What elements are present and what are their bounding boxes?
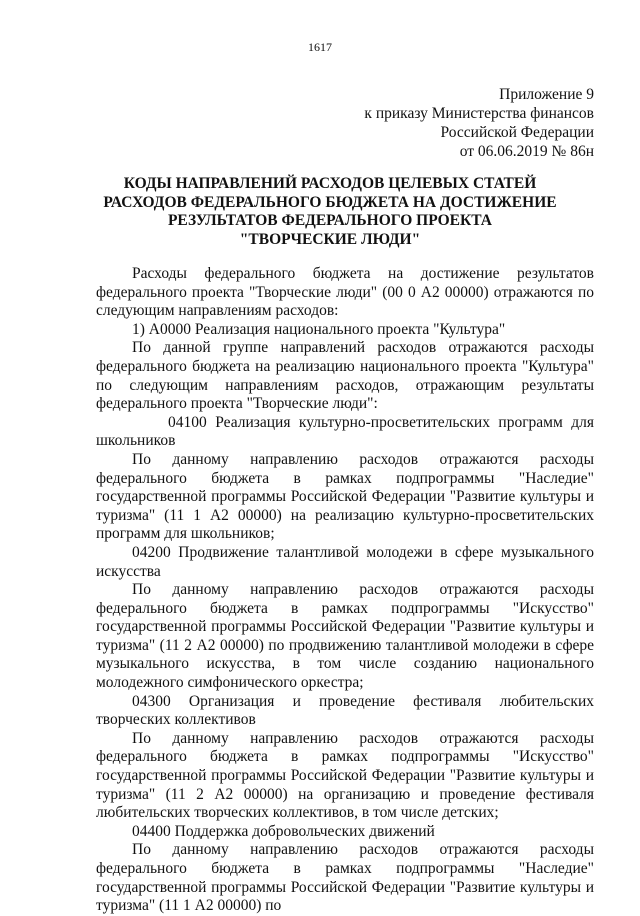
appendix-line-1: Приложение 9 [499, 86, 594, 103]
appendix-line-2: к приказу Министерства финансов [364, 105, 594, 122]
title-line-1: КОДЫ НАПРАВЛЕНИЙ РАСХОДОВ ЦЕЛЕВЫХ СТАТЕЙ [123, 175, 537, 192]
code-04100: 04100 [168, 413, 207, 431]
code-04300-heading: 04300 Организация и проведение фестиваля любительских творческих коллективов [96, 692, 594, 729]
code-04400-heading: 04400 Поддержка добровольческих движений [132, 822, 435, 840]
code-04100-heading [96, 414, 594, 451]
group-heading: 1) А0000 Реализация национального проекта "Культура" [132, 320, 506, 338]
code-04100-title: Реализация культурно-просветительских программ для школьников [96, 413, 595, 450]
title-line-4: "ТВОРЧЕСКИЕ ЛЮДИ" [239, 230, 421, 248]
title-line-2: РАСХОДОВ ФЕДЕРАЛЬНОГО БЮДЖЕТА НА ДОСТИЖЕНИЕ [103, 193, 557, 211]
code-04200-heading: 04200 Продвижение талантливой молодежи в сфере музыкального искусства [96, 543, 594, 580]
appendix-line-3: Российской Федерации [440, 124, 594, 141]
code-04400-description: По данному направлению расходов отражаются расходы федерального бюджета в рамках подпрограммы "Наследие" государственной программы Российской Федерации "Развитие культуры и туризма" (11 1 А2 00000) по [96, 841, 594, 915]
appendix-line-4: от 06.06.2019 № 86н [459, 143, 594, 160]
code-04100-description: По данному направлению расходов отражаются расходы федерального бюджета в рамках подпрограммы "Наследие" государственной программы Российской Федерации "Развитие культуры и туризма" (11 1 А2 00000) на реализацию культурно-просветительских программ для школьников; [96, 450, 594, 543]
title-line-3: РЕЗУЛЬТАТОВ ФЕДЕРАЛЬНОГО ПРОЕКТА [167, 212, 493, 229]
document-title [60, 175, 600, 249]
page-number: 1617 [308, 40, 332, 54]
group-description: По данной группе направлений расходов отражаются расходы федерального бюджета на реализацию национального проекта "Культура" по следующим направлениям расходов, отражающим результаты федерального проекта "Творческие люди": [96, 339, 594, 413]
code-04300-description: По данному направлению расходов отражаются расходы федерального бюджета в рамках подпрограммы "Искусство" государственной программы Российской Федерации "Развитие культуры и туризма" (11 2 А2 00000) на организацию и проведение фестиваля любительских творческих коллективов, в том числе детских; [96, 729, 594, 822]
appendix-header [364, 85, 594, 161]
code-04200-description: По данному направлению расходов отражаются расходы федерального бюджета в рамках подпрограммы "Искусство" государственной программы Российской Федерации "Развитие культуры и туризма" (11 2 А2 00000) по продвижению талантливой молодежи в сфере музыкального искусства, в том числе созданию национального молодежного симфонического оркестра; [96, 581, 594, 692]
document-body [96, 265, 594, 916]
intro-paragraph: Расходы федерального бюджета на достижение результатов федерального проекта "Творческие люди" (00 0 А2 00000) отражаются по следующим направлениям расходов: [96, 265, 594, 320]
